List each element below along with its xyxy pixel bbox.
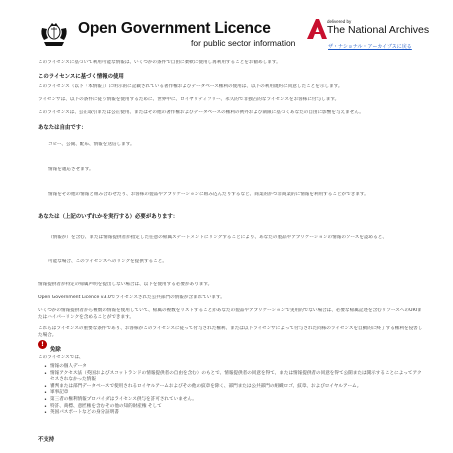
list-item: • 情報アクセス法（英国およびスコットランドの情報提供者の自由を含む）のもとで、情報提供者の同意を得て、または情報提供者の同意を得て公開または開示することによってアクセスされなかった情報	[44, 371, 423, 384]
free-item-adapt: 情報を適応させます。	[48, 167, 94, 172]
footer-heading: 不支持	[38, 437, 55, 443]
attribution-p4: これらはライセンスの重要な条件であり、お客様がこのライセンスに従って付与された権利、または以下ライセンサによって付与された同様のライセンスを自動的に終了する権利を侵害した場合。	[38, 326, 423, 338]
section-use-p2: ライセンサは、以下の条件に従う情報を使用するために、世界中に、ロイヤリティフリー、永久的で非独占的なライセンスをお客様に付与します。	[38, 97, 340, 102]
section-use-p1: このライセンス（以下「本情報」）に明示的に記載されている著作権およびデータベース権利の使用は、以下の利用規約に同意したことを示します。	[38, 84, 343, 89]
intro-text: このライセンスに基づいて利用可能な情報は、いくつかの条件で自由に柔軟に使用し再利用することをお勧めします。	[38, 60, 281, 65]
licence-subtitle: for public sector information	[191, 38, 296, 48]
exemptions-intro: このライセンスでは、	[38, 355, 84, 360]
list-item: • 軍事記章	[44, 390, 423, 397]
attribution-statement: Open Government Licence v3.0でライセンスされた公共部門の情報が含まれています。	[38, 295, 225, 300]
section-use-p3: このライセンスは、公正取引または公正使用、またはその他の著作権およびデータベースの権利の例外および制限に基づくあなたの自由に影響を与えません。	[38, 110, 364, 115]
section-free-heading: あなたは自由です：	[38, 125, 87, 131]
list-item: • 審判または部門データベースで使用されるロイヤルアームおよびその他の紋章を除く、部門または公共部門の組織ロゴ、紋章、およびロイヤルアーム。	[44, 384, 423, 391]
list-item: • 情報の個人データ	[44, 364, 423, 371]
delivered-by-label: delivered by	[327, 19, 352, 24]
free-item-exploit: 情報をその他の情報と組み合わせたり、お客様の製品やアプリケーションに組み込んだりするなど、商業的かつ非商業的に情報を利用することができます。	[48, 192, 369, 197]
licence-title: Open Government Licence	[78, 20, 271, 37]
must-item-link: 可能な場合、このライセンスへのリンクを提供すること。	[48, 259, 167, 264]
list-item: • 第三者の権利情報プロバイダはライセンス供与を許可されていません。	[44, 397, 423, 404]
national-archives-logo-icon	[306, 18, 328, 40]
section-use-heading: このライセンスに基づく情報の使用	[38, 74, 124, 80]
attribution-p3: いくつかの情報提供者から複数の情報を使用していて、帰属の複数をリストすることがあなたの製品やアプリケーションで実用的でない場合は、必要な帰属記述を含むリソースへのURIまたはハイパーリンクを含めることができます。	[38, 308, 422, 320]
must-item-acknowledge: （情報が）を含む、または情報提供者が指定した任意の帰属ステートメントにリンクすることにより、あなたの製品やアプリケーションの情報のソースを認めると、	[48, 235, 387, 240]
national-archives-block	[306, 18, 430, 54]
return-to-national-archives-link[interactable]: ザ・ナショナル・アーカイブスに戻る	[328, 44, 412, 50]
page-header	[38, 18, 430, 54]
exemptions-list	[44, 364, 423, 417]
national-archives-name: The National Archives	[327, 24, 430, 36]
exemption-warning-icon: !	[38, 340, 47, 349]
attribution-p1: 情報提供者が特定の帰属声明を提出しない場合は、以下を使用する必要があります。	[38, 282, 213, 287]
free-item-copy: コピー、公開、配布、情報を送信します。	[48, 142, 135, 147]
royal-crest-icon	[38, 18, 70, 50]
section-must-heading: あなたは（上記のいずれかを実行する）必要があります：	[38, 214, 179, 220]
list-item: • 特許、商標、意匠権を含むその他の知的財産権 そして	[44, 404, 423, 411]
list-item: • 英国パスポートなどの身分証明書	[44, 410, 423, 417]
exemptions-heading: 免除	[50, 347, 61, 353]
